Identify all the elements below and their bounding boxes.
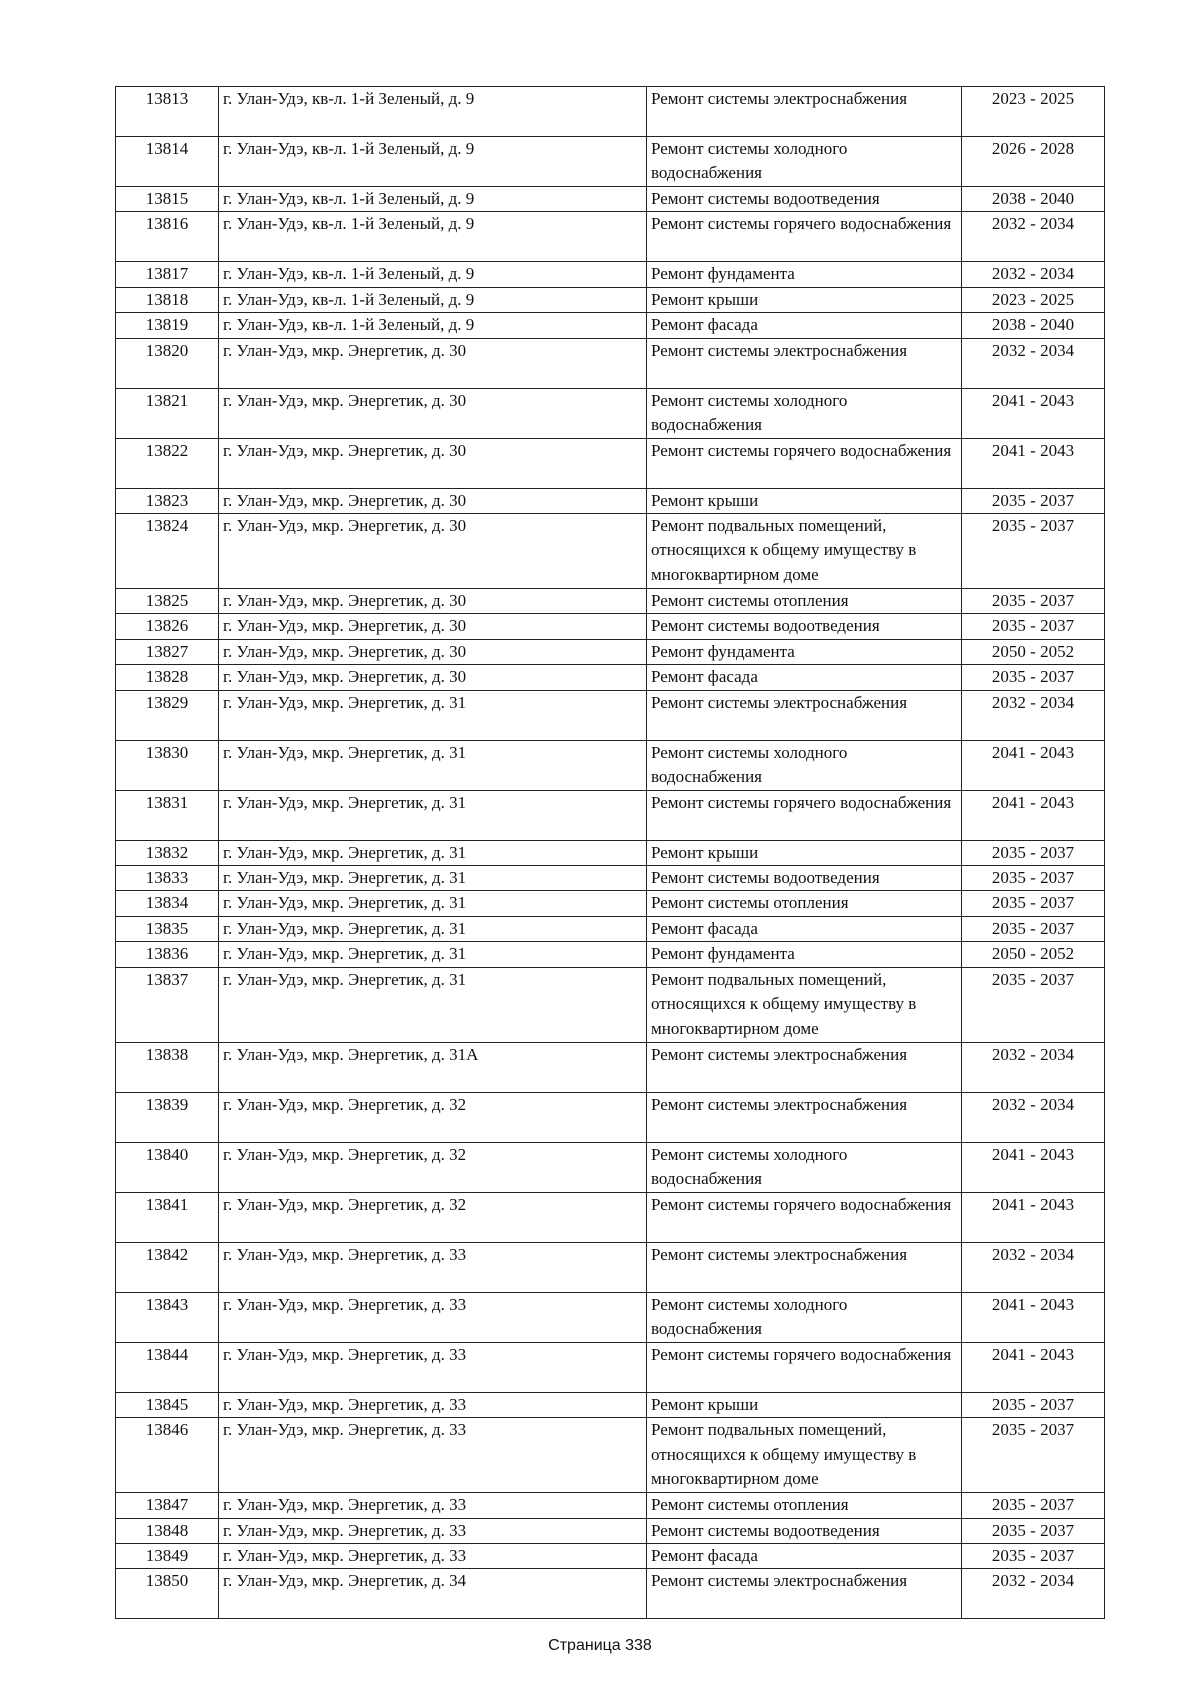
period-cell: 2035 - 2037 xyxy=(962,967,1105,1042)
table-row xyxy=(116,614,1105,639)
address-cell: г. Улан-Удэ, кв-л. 1-й Зеленый, д. 9 xyxy=(219,212,647,262)
period-cell: 2041 - 2043 xyxy=(962,1192,1105,1242)
period-cell: 2041 - 2043 xyxy=(962,740,1105,790)
table-row xyxy=(116,212,1105,262)
work-type-cell: Ремонт системы холодного водоснабжения xyxy=(647,1292,962,1342)
table-row xyxy=(116,1543,1105,1568)
period-cell: 2041 - 2043 xyxy=(962,438,1105,488)
period-cell: 2035 - 2037 xyxy=(962,614,1105,639)
table-row xyxy=(116,866,1105,891)
row-number-cell: 13815 xyxy=(116,187,219,212)
table-row xyxy=(116,1418,1105,1493)
table-row xyxy=(116,942,1105,967)
period-cell: 2041 - 2043 xyxy=(962,1342,1105,1392)
repair-schedule-table xyxy=(115,86,1105,1619)
row-number-cell: 13840 xyxy=(116,1142,219,1192)
address-cell: г. Улан-Удэ, мкр. Энергетик, д. 31 xyxy=(219,967,647,1042)
table-row xyxy=(116,1518,1105,1543)
work-type-cell: Ремонт системы горячего водоснабжения xyxy=(647,790,962,840)
table-row xyxy=(116,87,1105,137)
period-cell: 2035 - 2037 xyxy=(962,916,1105,941)
table-row xyxy=(116,137,1105,187)
page-number: Страница 338 xyxy=(548,1637,652,1654)
work-type-cell: Ремонт системы электроснабжения xyxy=(647,1092,962,1142)
table-row xyxy=(116,1569,1105,1619)
row-number-cell: 13841 xyxy=(116,1192,219,1242)
address-cell: г. Улан-Удэ, мкр. Энергетик, д. 33 xyxy=(219,1493,647,1518)
period-cell: 2035 - 2037 xyxy=(962,514,1105,589)
period-cell: 2032 - 2034 xyxy=(962,1242,1105,1292)
period-cell: 2035 - 2037 xyxy=(962,1493,1105,1518)
table-row xyxy=(116,690,1105,740)
work-type-cell: Ремонт системы отопления xyxy=(647,891,962,916)
period-cell: 2038 - 2040 xyxy=(962,313,1105,338)
table-row xyxy=(116,1242,1105,1292)
work-type-cell: Ремонт системы холодного водоснабжения xyxy=(647,388,962,438)
table-row xyxy=(116,589,1105,614)
address-cell: г. Улан-Удэ, мкр. Энергетик, д. 32 xyxy=(219,1192,647,1242)
period-cell: 2035 - 2037 xyxy=(962,866,1105,891)
row-number-cell: 13822 xyxy=(116,438,219,488)
table-row xyxy=(116,514,1105,589)
work-type-cell: Ремонт фасада xyxy=(647,665,962,690)
period-cell: 2035 - 2037 xyxy=(962,1418,1105,1493)
address-cell: г. Улан-Удэ, мкр. Энергетик, д. 30 xyxy=(219,338,647,388)
row-number-cell: 13832 xyxy=(116,840,219,865)
address-cell: г. Улан-Удэ, мкр. Энергетик, д. 31 xyxy=(219,690,647,740)
address-cell: г. Улан-Удэ, мкр. Энергетик, д. 31А xyxy=(219,1042,647,1092)
table-row xyxy=(116,1292,1105,1342)
period-cell: 2041 - 2043 xyxy=(962,388,1105,438)
work-type-cell: Ремонт подвальных помещений, относящихся к общему имуществу в многоквартирном доме xyxy=(647,1418,962,1493)
period-cell: 2032 - 2034 xyxy=(962,1569,1105,1619)
address-cell: г. Улан-Удэ, мкр. Энергетик, д. 33 xyxy=(219,1342,647,1392)
period-cell: 2023 - 2025 xyxy=(962,87,1105,137)
period-cell: 2035 - 2037 xyxy=(962,1543,1105,1568)
period-cell: 2035 - 2037 xyxy=(962,488,1105,513)
table-row xyxy=(116,1392,1105,1417)
table-row xyxy=(116,967,1105,1042)
address-cell: г. Улан-Удэ, мкр. Энергетик, д. 33 xyxy=(219,1392,647,1417)
work-type-cell: Ремонт фасада xyxy=(647,313,962,338)
period-cell: 2041 - 2043 xyxy=(962,1142,1105,1192)
address-cell: г. Улан-Удэ, мкр. Энергетик, д. 32 xyxy=(219,1092,647,1142)
period-cell: 2035 - 2037 xyxy=(962,665,1105,690)
period-cell: 2032 - 2034 xyxy=(962,690,1105,740)
work-type-cell: Ремонт подвальных помещений, относящихся к общему имуществу в многоквартирном доме xyxy=(647,967,962,1042)
work-type-cell: Ремонт фасада xyxy=(647,1543,962,1568)
work-type-cell: Ремонт системы электроснабжения xyxy=(647,690,962,740)
work-type-cell: Ремонт крыши xyxy=(647,488,962,513)
period-cell: 2023 - 2025 xyxy=(962,287,1105,312)
address-cell: г. Улан-Удэ, мкр. Энергетик, д. 30 xyxy=(219,589,647,614)
work-type-cell: Ремонт фундамента xyxy=(647,639,962,664)
work-type-cell: Ремонт системы горячего водоснабжения xyxy=(647,1192,962,1242)
address-cell: г. Улан-Удэ, мкр. Энергетик, д. 31 xyxy=(219,942,647,967)
address-cell: г. Улан-Удэ, мкр. Энергетик, д. 31 xyxy=(219,866,647,891)
address-cell: г. Улан-Удэ, мкр. Энергетик, д. 33 xyxy=(219,1292,647,1342)
work-type-cell: Ремонт системы горячего водоснабжения xyxy=(647,438,962,488)
address-cell: г. Улан-Удэ, кв-л. 1-й Зеленый, д. 9 xyxy=(219,137,647,187)
table-row xyxy=(116,187,1105,212)
address-cell: г. Улан-Удэ, мкр. Энергетик, д. 32 xyxy=(219,1142,647,1192)
table-row xyxy=(116,488,1105,513)
work-type-cell: Ремонт фундамента xyxy=(647,262,962,287)
work-type-cell: Ремонт подвальных помещений, относящихся к общему имуществу в многоквартирном доме xyxy=(647,514,962,589)
row-number-cell: 13818 xyxy=(116,287,219,312)
address-cell: г. Улан-Удэ, мкр. Энергетик, д. 30 xyxy=(219,514,647,589)
period-cell: 2050 - 2052 xyxy=(962,942,1105,967)
row-number-cell: 13834 xyxy=(116,891,219,916)
row-number-cell: 13828 xyxy=(116,665,219,690)
work-type-cell: Ремонт системы электроснабжения xyxy=(647,87,962,137)
work-type-cell: Ремонт системы горячего водоснабжения xyxy=(647,1342,962,1392)
period-cell: 2032 - 2034 xyxy=(962,1042,1105,1092)
address-cell: г. Улан-Удэ, кв-л. 1-й Зеленый, д. 9 xyxy=(219,287,647,312)
address-cell: г. Улан-Удэ, мкр. Энергетик, д. 31 xyxy=(219,916,647,941)
row-number-cell: 13830 xyxy=(116,740,219,790)
address-cell: г. Улан-Удэ, мкр. Энергетик, д. 33 xyxy=(219,1242,647,1292)
address-cell: г. Улан-Удэ, мкр. Энергетик, д. 30 xyxy=(219,639,647,664)
period-cell: 2032 - 2034 xyxy=(962,1092,1105,1142)
work-type-cell: Ремонт фасада xyxy=(647,916,962,941)
period-cell: 2032 - 2034 xyxy=(962,212,1105,262)
table-row xyxy=(116,665,1105,690)
address-cell: г. Улан-Удэ, мкр. Энергетик, д. 31 xyxy=(219,740,647,790)
table-row xyxy=(116,1042,1105,1092)
table-row xyxy=(116,1142,1105,1192)
address-cell: г. Улан-Удэ, мкр. Энергетик, д. 30 xyxy=(219,614,647,639)
period-cell: 2035 - 2037 xyxy=(962,1392,1105,1417)
period-cell: 2038 - 2040 xyxy=(962,187,1105,212)
table-row xyxy=(116,388,1105,438)
address-cell: г. Улан-Удэ, мкр. Энергетик, д. 30 xyxy=(219,438,647,488)
work-type-cell: Ремонт системы водоотведения xyxy=(647,1518,962,1543)
work-type-cell: Ремонт системы электроснабжения xyxy=(647,1042,962,1092)
work-type-cell: Ремонт крыши xyxy=(647,840,962,865)
row-number-cell: 13825 xyxy=(116,589,219,614)
row-number-cell: 13839 xyxy=(116,1092,219,1142)
work-type-cell: Ремонт системы электроснабжения xyxy=(647,338,962,388)
row-number-cell: 13842 xyxy=(116,1242,219,1292)
row-number-cell: 13813 xyxy=(116,87,219,137)
period-cell: 2032 - 2034 xyxy=(962,338,1105,388)
address-cell: г. Улан-Удэ, кв-л. 1-й Зеленый, д. 9 xyxy=(219,262,647,287)
table-row xyxy=(116,1192,1105,1242)
table-row xyxy=(116,840,1105,865)
period-cell: 2032 - 2034 xyxy=(962,262,1105,287)
row-number-cell: 13837 xyxy=(116,967,219,1042)
row-number-cell: 13826 xyxy=(116,614,219,639)
period-cell: 2050 - 2052 xyxy=(962,639,1105,664)
work-type-cell: Ремонт крыши xyxy=(647,1392,962,1417)
work-type-cell: Ремонт системы электроснабжения xyxy=(647,1569,962,1619)
row-number-cell: 13829 xyxy=(116,690,219,740)
row-number-cell: 13850 xyxy=(116,1569,219,1619)
address-cell: г. Улан-Удэ, мкр. Энергетик, д. 30 xyxy=(219,488,647,513)
period-cell: 2035 - 2037 xyxy=(962,840,1105,865)
table-row xyxy=(116,438,1105,488)
row-number-cell: 13848 xyxy=(116,1518,219,1543)
row-number-cell: 13844 xyxy=(116,1342,219,1392)
row-number-cell: 13833 xyxy=(116,866,219,891)
row-number-cell: 13845 xyxy=(116,1392,219,1417)
address-cell: г. Улан-Удэ, кв-л. 1-й Зеленый, д. 9 xyxy=(219,313,647,338)
table-row xyxy=(116,313,1105,338)
work-type-cell: Ремонт системы холодного водоснабжения xyxy=(647,1142,962,1192)
row-number-cell: 13823 xyxy=(116,488,219,513)
address-cell: г. Улан-Удэ, мкр. Энергетик, д. 31 xyxy=(219,891,647,916)
address-cell: г. Улан-Удэ, кв-л. 1-й Зеленый, д. 9 xyxy=(219,87,647,137)
table-row xyxy=(116,1493,1105,1518)
row-number-cell: 13843 xyxy=(116,1292,219,1342)
work-type-cell: Ремонт фундамента xyxy=(647,942,962,967)
address-cell: г. Улан-Удэ, кв-л. 1-й Зеленый, д. 9 xyxy=(219,187,647,212)
work-type-cell: Ремонт системы водоотведения xyxy=(647,614,962,639)
row-number-cell: 13838 xyxy=(116,1042,219,1092)
period-cell: 2041 - 2043 xyxy=(962,790,1105,840)
row-number-cell: 13849 xyxy=(116,1543,219,1568)
table-row xyxy=(116,287,1105,312)
row-number-cell: 13816 xyxy=(116,212,219,262)
row-number-cell: 13819 xyxy=(116,313,219,338)
period-cell: 2035 - 2037 xyxy=(962,1518,1105,1543)
row-number-cell: 13821 xyxy=(116,388,219,438)
table-row xyxy=(116,891,1105,916)
table-row xyxy=(116,916,1105,941)
work-type-cell: Ремонт системы отопления xyxy=(647,589,962,614)
row-number-cell: 13835 xyxy=(116,916,219,941)
period-cell: 2026 - 2028 xyxy=(962,137,1105,187)
row-number-cell: 13846 xyxy=(116,1418,219,1493)
work-type-cell: Ремонт системы горячего водоснабжения xyxy=(647,212,962,262)
work-type-cell: Ремонт системы водоотведения xyxy=(647,866,962,891)
row-number-cell: 13831 xyxy=(116,790,219,840)
address-cell: г. Улан-Удэ, мкр. Энергетик, д. 30 xyxy=(219,665,647,690)
work-type-cell: Ремонт системы электроснабжения xyxy=(647,1242,962,1292)
row-number-cell: 13847 xyxy=(116,1493,219,1518)
address-cell: г. Улан-Удэ, мкр. Энергетик, д. 34 xyxy=(219,1569,647,1619)
period-cell: 2035 - 2037 xyxy=(962,891,1105,916)
work-type-cell: Ремонт системы водоотведения xyxy=(647,187,962,212)
period-cell: 2035 - 2037 xyxy=(962,589,1105,614)
row-number-cell: 13824 xyxy=(116,514,219,589)
work-type-cell: Ремонт системы холодного водоснабжения xyxy=(647,740,962,790)
address-cell: г. Улан-Удэ, мкр. Энергетик, д. 31 xyxy=(219,790,647,840)
work-type-cell: Ремонт крыши xyxy=(647,287,962,312)
row-number-cell: 13827 xyxy=(116,639,219,664)
table-row xyxy=(116,740,1105,790)
row-number-cell: 13814 xyxy=(116,137,219,187)
address-cell: г. Улан-Удэ, мкр. Энергетик, д. 33 xyxy=(219,1543,647,1568)
row-number-cell: 13836 xyxy=(116,942,219,967)
address-cell: г. Улан-Удэ, мкр. Энергетик, д. 33 xyxy=(219,1518,647,1543)
table-row xyxy=(116,1342,1105,1392)
table-body xyxy=(116,87,1105,1619)
address-cell: г. Улан-Удэ, мкр. Энергетик, д. 31 xyxy=(219,840,647,865)
row-number-cell: 13820 xyxy=(116,338,219,388)
row-number-cell: 13817 xyxy=(116,262,219,287)
address-cell: г. Улан-Удэ, мкр. Энергетик, д. 33 xyxy=(219,1418,647,1493)
table-row xyxy=(116,790,1105,840)
table-row xyxy=(116,338,1105,388)
table-row xyxy=(116,262,1105,287)
table-row xyxy=(116,639,1105,664)
work-type-cell: Ремонт системы холодного водоснабжения xyxy=(647,137,962,187)
work-type-cell: Ремонт системы отопления xyxy=(647,1493,962,1518)
address-cell: г. Улан-Удэ, мкр. Энергетик, д. 30 xyxy=(219,388,647,438)
table-row xyxy=(116,1092,1105,1142)
period-cell: 2041 - 2043 xyxy=(962,1292,1105,1342)
